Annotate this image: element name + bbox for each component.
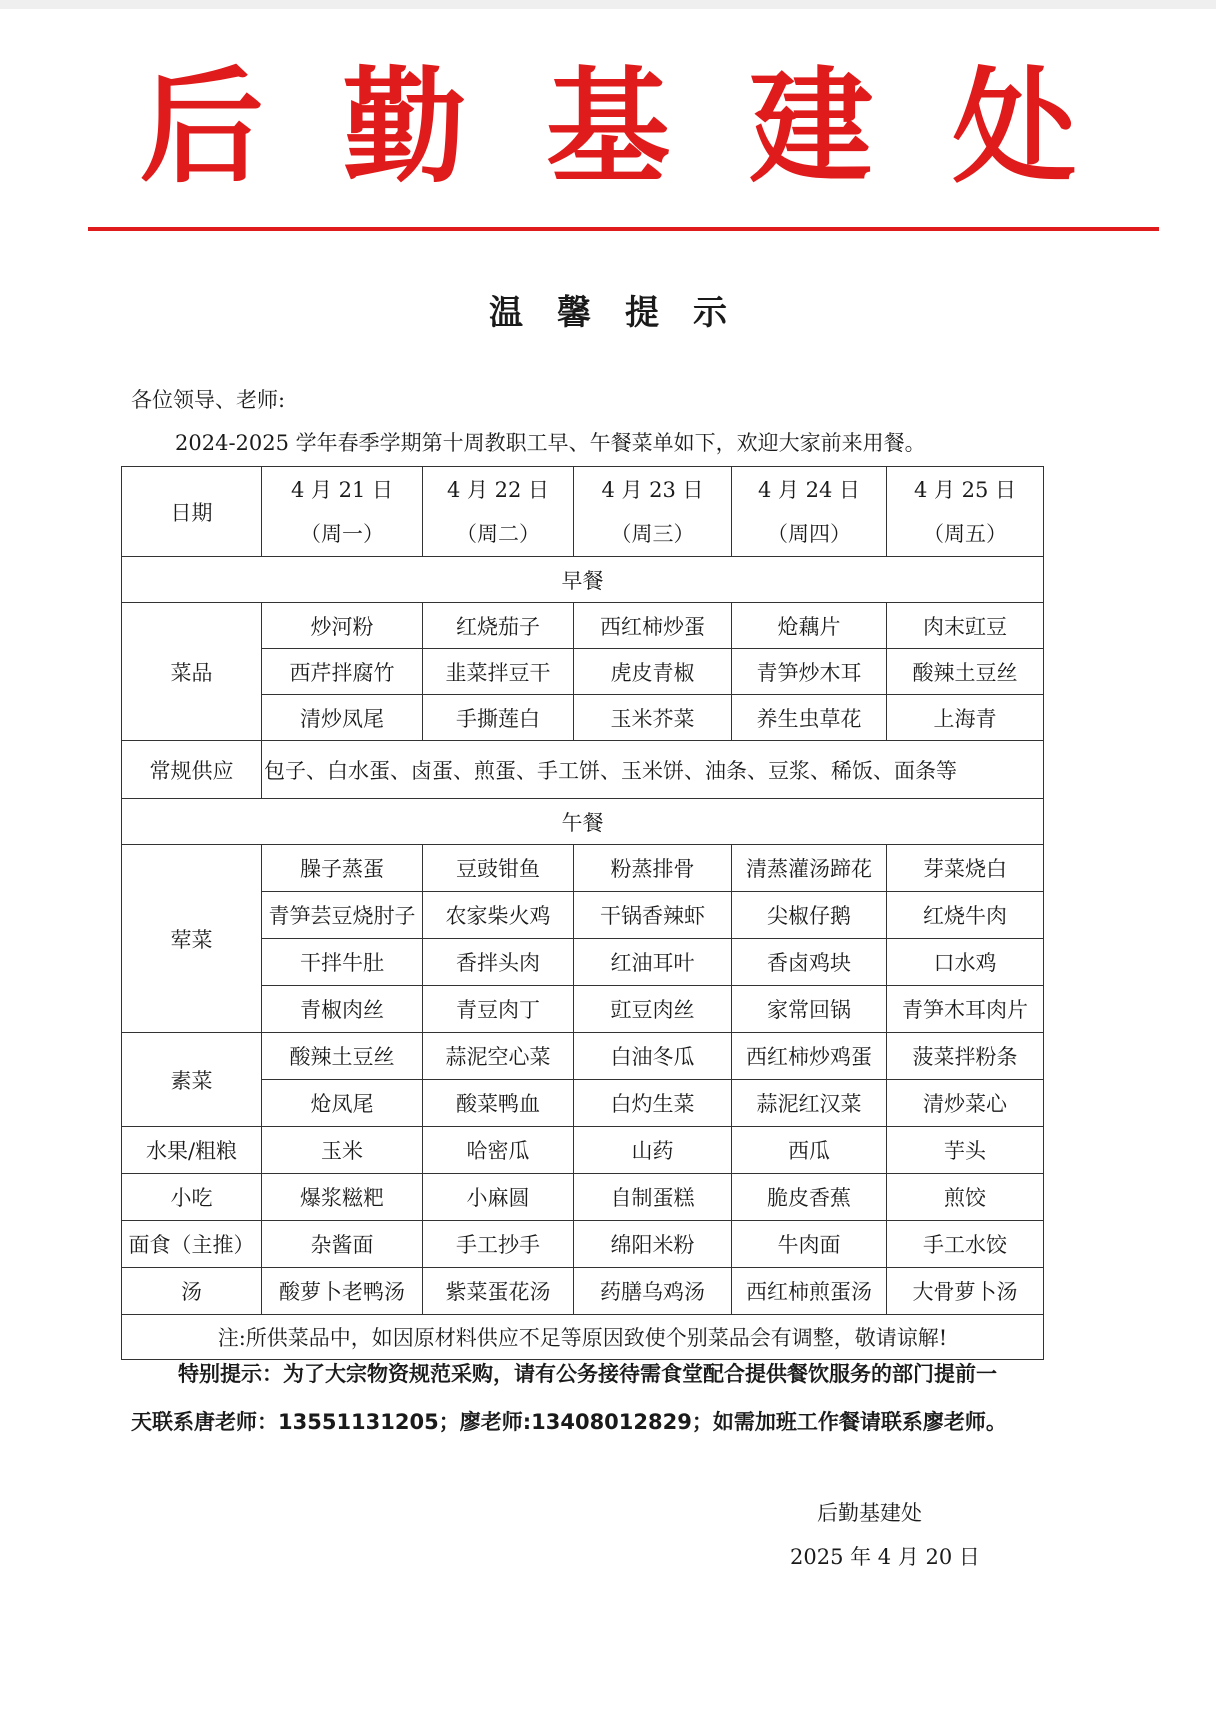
dish-cell: 青笋芸豆烧肘子 — [262, 892, 423, 939]
letterhead-char: 基 — [545, 56, 670, 200]
breakfast-section-row — [122, 557, 1044, 603]
special-note-line-2: 天联系唐老师：13551131205；廖老师:13408012829；如需加班工作餐请联系廖老师。 — [131, 1410, 1007, 1434]
day-header-wed — [574, 467, 732, 557]
dish-cell: 酸辣土豆丝 — [887, 649, 1044, 695]
row-label: 水果/粗粮 — [122, 1127, 262, 1174]
dish-cell: 手工水饺 — [887, 1221, 1044, 1268]
dish-cell: 豇豆肉丝 — [574, 986, 732, 1033]
breakfast-dish-label: 菜品 — [122, 603, 262, 741]
dish-cell: 玉米芥菜 — [574, 695, 732, 741]
dish-cell: 酸菜鸭血 — [423, 1080, 574, 1127]
letterhead-title — [0, 58, 1216, 198]
dish-cell: 清蒸灌汤蹄花 — [732, 845, 887, 892]
day-date: 4 月 22 日 — [446, 477, 550, 502]
letterhead-divider — [88, 227, 1159, 231]
dish-cell: 青笋炒木耳 — [732, 649, 887, 695]
dish-cell: 上海青 — [887, 695, 1044, 741]
table-row — [122, 1127, 1044, 1174]
table-footnote: 注:所供菜品中，如因原材料供应不足等原因致使个别菜品会有调整，敬请谅解! — [122, 1315, 1044, 1360]
menu-table — [121, 466, 1044, 1360]
day-weekday: （周一） — [300, 521, 384, 546]
dish-cell: 紫菜蛋花汤 — [423, 1268, 574, 1315]
day-date: 4 月 21 日 — [290, 477, 394, 502]
dish-cell: 蒜泥红汉菜 — [732, 1080, 887, 1127]
dish-cell: 山药 — [574, 1127, 732, 1174]
table-row — [122, 845, 1044, 892]
lunch-section-row — [122, 799, 1044, 845]
dish-cell: 芽菜烧白 — [887, 845, 1044, 892]
dish-cell: 蒜泥空心菜 — [423, 1033, 574, 1080]
table-row — [122, 603, 1044, 649]
dish-cell: 家常回锅 — [732, 986, 887, 1033]
dish-cell: 清炒菜心 — [887, 1080, 1044, 1127]
row-label: 小吃 — [122, 1174, 262, 1221]
day-header-fri — [887, 467, 1044, 557]
dish-cell: 杂酱面 — [262, 1221, 423, 1268]
veg-dish-label: 素菜 — [122, 1033, 262, 1127]
dish-cell: 脆皮香蕉 — [732, 1174, 887, 1221]
dish-cell: 爆浆糍粑 — [262, 1174, 423, 1221]
dish-cell: 红烧茄子 — [423, 603, 574, 649]
date-label: 日期 — [122, 467, 262, 557]
letterhead-char: 建 — [749, 56, 874, 200]
dish-cell: 红油耳叶 — [574, 939, 732, 986]
dish-cell: 西红柿炒鸡蛋 — [732, 1033, 887, 1080]
dish-cell: 臊子蒸蛋 — [262, 845, 423, 892]
meat-dish-label: 荤菜 — [122, 845, 262, 1033]
day-header-mon — [262, 467, 423, 557]
top-border-strip — [0, 0, 1216, 9]
dish-cell: 西红柿煎蛋汤 — [732, 1268, 887, 1315]
dish-cell: 煎饺 — [887, 1174, 1044, 1221]
dish-cell: 手撕莲白 — [423, 695, 574, 741]
dish-cell: 酸辣土豆丝 — [262, 1033, 423, 1080]
special-note-line-1: 特别提示：为了大宗物资规范采购，请有公务接待需食堂配合提供餐饮服务的部门提前一 — [178, 1362, 997, 1386]
regular-supply-label: 常规供应 — [122, 741, 262, 799]
dish-cell: 粉蒸排骨 — [574, 845, 732, 892]
dish-cell: 菠菜拌粉条 — [887, 1033, 1044, 1080]
regular-supply-row — [122, 741, 1044, 799]
dish-cell: 虎皮青椒 — [574, 649, 732, 695]
dish-cell: 绵阳米粉 — [574, 1221, 732, 1268]
dish-cell: 青豆肉丁 — [423, 986, 574, 1033]
dish-cell: 白灼生菜 — [574, 1080, 732, 1127]
dish-cell: 农家柴火鸡 — [423, 892, 574, 939]
dish-cell: 西红柿炒蛋 — [574, 603, 732, 649]
dish-cell: 芋头 — [887, 1127, 1044, 1174]
date-header-row — [122, 467, 1044, 557]
dish-cell: 香卤鸡块 — [732, 939, 887, 986]
dish-cell: 炝藕片 — [732, 603, 887, 649]
day-header-tue — [423, 467, 574, 557]
letterhead-char: 处 — [952, 56, 1077, 200]
day-date: 4 月 25 日 — [913, 477, 1017, 502]
dish-cell: 青椒肉丝 — [262, 986, 423, 1033]
footnote-row — [122, 1315, 1044, 1360]
day-weekday: （周五） — [923, 521, 1007, 546]
regular-supply-items: 包子、白水蛋、卤蛋、煎蛋、手工饼、玉米饼、油条、豆浆、稀饭、面条等 — [262, 741, 1044, 799]
dish-cell: 牛肉面 — [732, 1221, 887, 1268]
day-weekday: （周二） — [456, 521, 540, 546]
signature-org: 后勤基建处 — [817, 1501, 922, 1525]
letterhead-char: 勤 — [342, 56, 467, 200]
dish-cell: 炒河粉 — [262, 603, 423, 649]
dish-cell: 西芹拌腐竹 — [262, 649, 423, 695]
dish-cell: 养生虫草花 — [732, 695, 887, 741]
table-row — [122, 1033, 1044, 1080]
table-row — [122, 1221, 1044, 1268]
day-header-thu — [732, 467, 887, 557]
dish-cell: 韭菜拌豆干 — [423, 649, 574, 695]
dish-cell: 药膳乌鸡汤 — [574, 1268, 732, 1315]
dish-cell: 尖椒仔鹅 — [732, 892, 887, 939]
intro-paragraph: 2024-2025 学年春季学期第十周教职工早、午餐菜单如下，欢迎大家前来用餐。 — [175, 431, 926, 455]
letterhead-char: 后 — [139, 56, 264, 200]
dish-cell: 清炒凤尾 — [262, 695, 423, 741]
document-title: 温馨提示 — [489, 293, 761, 333]
dish-cell: 手工抄手 — [423, 1221, 574, 1268]
dish-cell: 口水鸡 — [887, 939, 1044, 986]
day-weekday: （周三） — [610, 521, 695, 546]
lunch-section-label: 午餐 — [122, 799, 1044, 845]
dish-cell: 肉末豇豆 — [887, 603, 1044, 649]
table-row — [122, 1174, 1044, 1221]
day-weekday: （周四） — [767, 521, 851, 546]
salutation: 各位领导、老师: — [131, 388, 286, 412]
table-row — [122, 1268, 1044, 1315]
row-label: 面食（主推） — [122, 1221, 262, 1268]
dish-cell: 白油冬瓜 — [574, 1033, 732, 1080]
dish-cell: 青笋木耳肉片 — [887, 986, 1044, 1033]
dish-cell: 玉米 — [262, 1127, 423, 1174]
day-date: 4 月 24 日 — [757, 477, 861, 502]
dish-cell: 香拌头肉 — [423, 939, 574, 986]
dish-cell: 酸萝卜老鸭汤 — [262, 1268, 423, 1315]
dish-cell: 炝凤尾 — [262, 1080, 423, 1127]
signature-date: 2025 年 4 月 20 日 — [790, 1545, 980, 1569]
dish-cell: 哈密瓜 — [423, 1127, 574, 1174]
dish-cell: 小麻圆 — [423, 1174, 574, 1221]
breakfast-section-label: 早餐 — [122, 557, 1044, 603]
dish-cell: 豆豉钳鱼 — [423, 845, 574, 892]
dish-cell: 干拌牛肚 — [262, 939, 423, 986]
dish-cell: 红烧牛肉 — [887, 892, 1044, 939]
row-label: 汤 — [122, 1268, 262, 1315]
dish-cell: 西瓜 — [732, 1127, 887, 1174]
dish-cell: 自制蛋糕 — [574, 1174, 732, 1221]
dish-cell: 大骨萝卜汤 — [887, 1268, 1044, 1315]
dish-cell: 干锅香辣虾 — [574, 892, 732, 939]
day-date: 4 月 23 日 — [601, 477, 704, 502]
